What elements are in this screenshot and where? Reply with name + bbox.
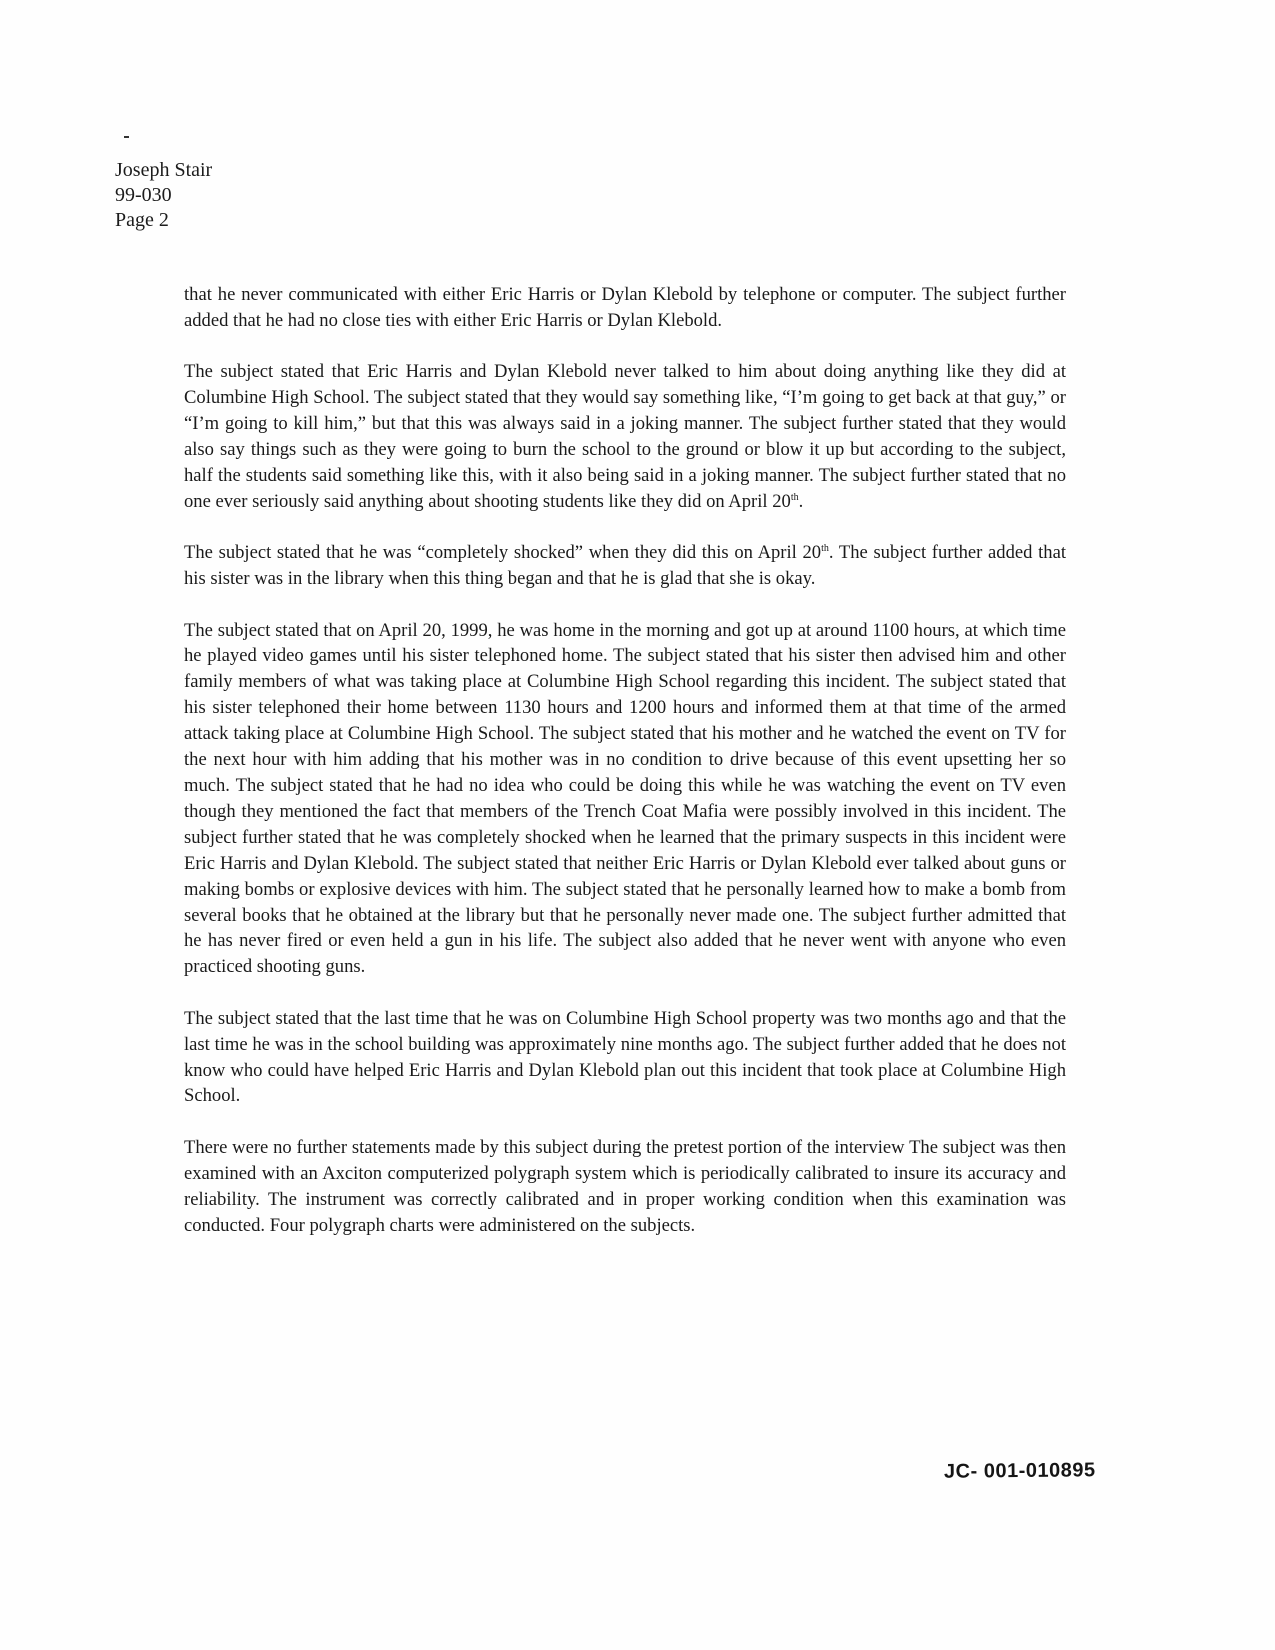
paragraph-1 — [184, 282, 1066, 334]
paragraph-text: that he never communicated with either Eric Harris or Dylan Klebold by telephone or computer. The subject further added that he had no close ties with either Eric Harris or Dylan Klebold. — [184, 284, 1066, 331]
paragraph-text: The subject stated that he was “completely shocked” when they did this on April 20 — [184, 542, 822, 564]
paragraph-5 — [184, 1006, 1066, 1110]
paragraph-text: The subject stated that on April 20, 1999, he was home in the morning and got up at around 1100 hours, at which time he played video games until his sister telephoned home. The subject stated that his sister then advised him and other family members of what was taking place at Columbine High School regarding this incident. The subject stated that his sister telephoned their home between 1130 hours and 1200 hours and informed them at that time of the armed attack taking place at Columbine High School. The subject stated that his mother and he watched the event on TV for the next hour with him adding that his mother was in no condition to drive because of this event upsetting her so much. The subject stated that he had no idea who could be doing this while he was watching the event on TV even though they mentioned the fact that members of the Trench Coat Mafia were possibly involved in this incident. The subject further stated that he was completely shocked when he learned that the primary suspects in this incident were Eric Harris and Dylan Klebold. The subject stated that neither Eric Harris or Dylan Klebold ever talked about guns or making bombs or explosive devices with him. The subject stated that he personally learned how to make a bomb from several books that he obtained at the library but that he personally never made one. The subject further admitted that he has never fired or even held a gun in his life. The subject also added that he never went with anyone who even practiced shooting guns. — [184, 619, 1066, 978]
subject-name: Joseph Stair — [115, 159, 213, 181]
paragraph-6 — [184, 1135, 1066, 1239]
page-header — [115, 158, 212, 233]
paragraph-text: The subject stated that Eric Harris and Dylan Klebold never talked to him about doing anything like they did at Columbine High School. The subject stated that they would say something like, “I’m going to get back at that guy,” or “I’m going to kill him,” but that this was always said in a joking manner. The subject further stated that they would also say things such as they were going to burn the school to the ground or blow it up but according to the subject, half the students said something like this, with it also being said in a joking manner. The subject further stated that no one ever seriously said anything about shooting students like they did on April 20 — [184, 361, 1066, 512]
case-number: 99-030 — [115, 184, 172, 206]
bates-stamp: JC- 001-010895 — [943, 1459, 1096, 1483]
paragraph-text-tail: . The subject further added that his sister was in the library when this thing began and that he is glad that she is okay. — [184, 542, 1066, 590]
document-body — [184, 282, 1066, 1264]
paragraph-3 — [184, 540, 1066, 592]
paragraph-text-tail: . — [798, 490, 804, 512]
ordinal-suffix: th — [821, 543, 829, 555]
paragraph-text: There were no further statements made by this subject during the pretest portion of the interview The subject was then examined with an Axciton computerized polygraph system which is periodically calibrated to insure its accuracy and reliability. The instrument was correctly calibrated and in proper working condition when this examination was conducted. Four polygraph charts were administered on the subjects. — [184, 1136, 1066, 1236]
ordinal-suffix: th — [790, 491, 799, 503]
paragraph-text: The subject stated that the last time that he was on Columbine High School property was two months ago and that the last time he was in the school building was approximately nine months ago. The subject further added that he does not know who could have helped Eric Harris and Dylan Klebold plan out this incident that took place at Columbine High School. — [184, 1007, 1066, 1107]
scan-artifact-mark — [124, 136, 129, 138]
paragraph-4 — [184, 618, 1066, 981]
page-number: Page 2 — [115, 209, 169, 231]
paragraph-2 — [184, 359, 1066, 514]
